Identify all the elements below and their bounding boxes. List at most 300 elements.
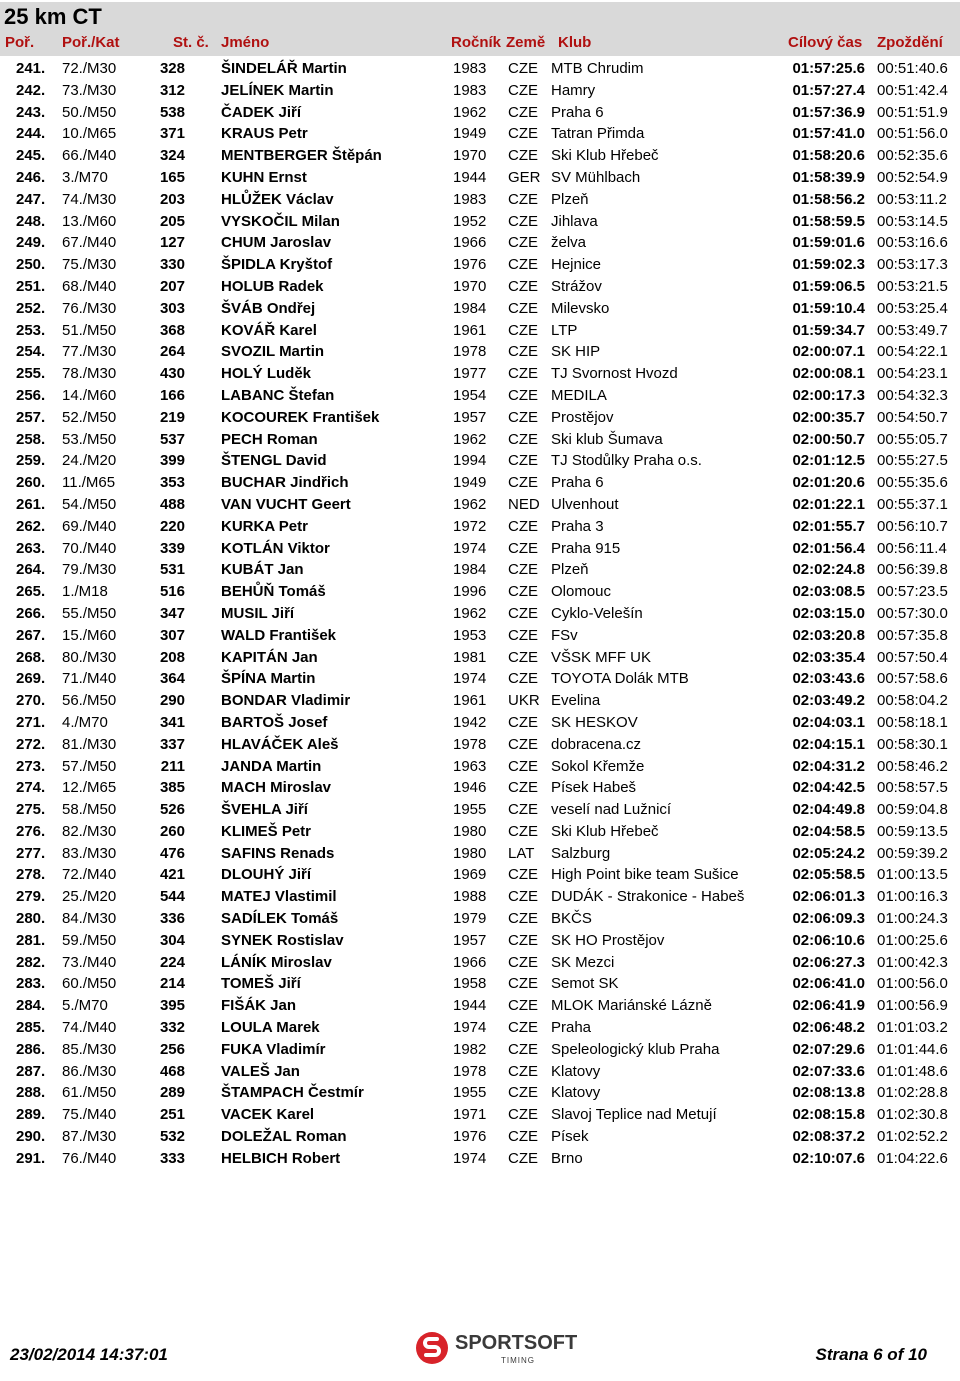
competitor-name-cell: LÁNÍK Miroslav [221, 953, 332, 971]
start-number-cell: 526 [159, 801, 185, 819]
birth-year-cell: 1974 [453, 539, 487, 557]
club-cell: Praha 3 [551, 517, 604, 535]
time-behind-cell: 01:02:52.2 [877, 1128, 948, 1146]
category-rank-cell: 79./M30 [62, 561, 117, 579]
rank-cell: 269. [16, 670, 46, 688]
club-cell: Brno [551, 1149, 583, 1167]
table-row [0, 625, 960, 647]
country-cell: CZE [508, 1040, 538, 1058]
table-row [0, 1126, 960, 1148]
time-behind-cell: 00:59:04.8 [877, 801, 948, 819]
country-cell: CZE [508, 430, 538, 448]
country-cell: CZE [508, 931, 538, 949]
table-row [0, 516, 960, 538]
start-number-cell: 532 [159, 1128, 185, 1146]
start-number-cell: 256 [159, 1040, 185, 1058]
col-country-header: Země [506, 34, 546, 51]
birth-year-cell: 1979 [453, 910, 487, 928]
start-number-cell: 264 [159, 343, 185, 361]
category-rank-cell: 78./M30 [62, 365, 117, 383]
club-cell: Plzeň [551, 561, 589, 579]
competitor-name-cell: KUHN Ernst [221, 168, 307, 186]
start-number-cell: 339 [159, 539, 185, 557]
club-cell: Ulvenhout [551, 495, 619, 513]
time-behind-cell: 01:00:42.3 [877, 953, 948, 971]
rank-cell: 248. [16, 212, 46, 230]
start-number-cell: 385 [159, 779, 185, 797]
finish-time-cell: 02:03:08.5 [792, 583, 865, 601]
category-rank-cell: 87./M30 [62, 1128, 117, 1146]
competitor-name-cell: ŠINDELÁŘ Martin [221, 60, 347, 77]
start-number-cell: 368 [159, 321, 185, 339]
birth-year-cell: 1966 [453, 234, 487, 252]
start-number-cell: 328 [159, 60, 185, 77]
country-cell: CZE [508, 648, 538, 666]
finish-time-cell: 02:06:01.3 [792, 888, 865, 906]
start-number-cell: 332 [159, 1019, 185, 1037]
col-year-header: Ročník [451, 34, 502, 51]
start-number-cell: 165 [159, 168, 185, 186]
category-rank-cell: 59./M50 [62, 931, 117, 949]
country-cell: CZE [508, 1106, 538, 1124]
start-number-cell: 531 [159, 561, 185, 579]
country-cell: CZE [508, 212, 538, 230]
competitor-name-cell: DOLEŽAL Roman [221, 1128, 347, 1146]
club-cell: High Point bike team Sušice [551, 866, 739, 884]
category-rank-cell: 82./M30 [62, 822, 117, 840]
col-category-header: Poř./Kat [62, 34, 120, 51]
table-row [0, 952, 960, 974]
birth-year-cell: 1949 [453, 125, 487, 143]
category-rank-cell: 75./M40 [62, 1106, 117, 1124]
rank-cell: 264. [16, 561, 46, 579]
category-rank-cell: 25./M20 [62, 888, 117, 906]
time-behind-cell: 00:55:05.7 [877, 430, 948, 448]
finish-time-cell: 02:10:07.6 [792, 1149, 865, 1167]
start-number-cell: 219 [159, 408, 185, 426]
country-cell: CZE [508, 822, 538, 840]
category-rank-cell: 72./M30 [62, 60, 117, 77]
finish-time-cell: 02:03:35.4 [792, 648, 865, 666]
time-behind-cell: 00:58:18.1 [877, 713, 948, 731]
birth-year-cell: 1961 [453, 692, 487, 710]
rank-cell: 246. [16, 168, 46, 186]
table-row [0, 341, 960, 363]
country-cell: UKR [508, 692, 540, 710]
category-rank-cell: 61./M50 [62, 1084, 117, 1102]
finish-time-cell: 02:07:33.6 [792, 1062, 865, 1080]
category-rank-cell: 81./M30 [62, 735, 117, 753]
results-table [0, 58, 960, 1170]
table-row [0, 647, 960, 669]
birth-year-cell: 1976 [453, 256, 487, 274]
competitor-name-cell: HELBICH Robert [221, 1149, 341, 1167]
birth-year-cell: 1972 [453, 517, 487, 535]
start-number-cell: 224 [159, 953, 185, 971]
time-behind-cell: 00:54:22.1 [877, 343, 948, 361]
competitor-name-cell: BARTOŠ Josef [221, 713, 328, 731]
country-cell: CZE [508, 1084, 538, 1102]
competitor-name-cell: LOULA Marek [221, 1019, 320, 1037]
birth-year-cell: 1980 [453, 822, 487, 840]
country-cell: CZE [508, 386, 538, 404]
finish-time-cell: 01:57:36.9 [792, 103, 865, 121]
rank-cell: 247. [16, 190, 46, 208]
finish-time-cell: 02:06:10.6 [792, 931, 865, 949]
birth-year-cell: 1953 [453, 626, 487, 644]
club-cell: DUDÁK - Strakonice - Habeš [551, 888, 745, 906]
sportsoft-s-icon [415, 1328, 449, 1368]
col-finish-time-header: Cílový čas [788, 34, 863, 51]
rank-cell: 291. [16, 1149, 46, 1167]
category-rank-cell: 72./M40 [62, 866, 117, 884]
rank-cell: 252. [16, 299, 46, 317]
country-cell: NED [508, 495, 540, 513]
birth-year-cell: 1971 [453, 1106, 487, 1124]
category-rank-cell: 50./M50 [62, 103, 117, 121]
finish-time-cell: 02:04:03.1 [792, 713, 865, 731]
time-behind-cell: 01:04:22.6 [877, 1149, 948, 1167]
time-behind-cell: 01:01:48.6 [877, 1062, 948, 1080]
column-header-bar [0, 32, 960, 56]
table-row [0, 603, 960, 625]
birth-year-cell: 1962 [453, 430, 487, 448]
club-cell: LTP [551, 321, 578, 339]
finish-time-cell: 01:58:20.6 [792, 147, 865, 165]
rank-cell: 245. [16, 147, 46, 165]
competitor-name-cell: DLOUHÝ Jiří [221, 866, 312, 884]
birth-year-cell: 1974 [453, 670, 487, 688]
country-cell: CZE [508, 910, 538, 928]
club-cell: TJ Stodůlky Praha o.s. [551, 452, 702, 470]
finish-time-cell: 01:59:34.7 [792, 321, 865, 339]
start-number-cell: 468 [159, 1062, 185, 1080]
birth-year-cell: 1955 [453, 801, 487, 819]
table-row [0, 363, 960, 385]
competitor-name-cell: ŠVÁB Ondřej [221, 299, 316, 317]
birth-year-cell: 1961 [453, 321, 487, 339]
time-behind-cell: 00:56:10.7 [877, 517, 948, 535]
competitor-name-cell: SYNEK Rostislav [221, 931, 344, 949]
rank-cell: 281. [16, 931, 46, 949]
competitor-name-cell: KRAUS Petr [221, 125, 308, 143]
country-cell: CZE [508, 953, 538, 971]
club-cell: TJ Svornost Hvozd [551, 365, 678, 383]
competitor-name-cell: MUSIL Jiří [221, 604, 295, 622]
country-cell: CZE [508, 866, 538, 884]
category-rank-cell: 24./M20 [62, 452, 117, 470]
time-behind-cell: 00:57:30.0 [877, 604, 948, 622]
birth-year-cell: 1944 [453, 997, 487, 1015]
start-number-cell: 544 [159, 888, 185, 906]
country-cell: CZE [508, 583, 538, 601]
table-row [0, 298, 960, 320]
start-number-cell: 290 [159, 692, 185, 710]
country-cell: CZE [508, 779, 538, 797]
category-rank-cell: 57./M50 [62, 757, 117, 775]
time-behind-cell: 00:58:04.2 [877, 692, 948, 710]
finish-time-cell: 02:08:37.2 [792, 1128, 865, 1146]
time-behind-cell: 01:00:13.5 [877, 866, 948, 884]
competitor-name-cell: BEHŮŇ Tomáš [221, 583, 326, 601]
birth-year-cell: 1966 [453, 953, 487, 971]
finish-time-cell: 02:03:49.2 [792, 692, 865, 710]
club-cell: Hejnice [551, 256, 602, 274]
country-cell: CZE [508, 321, 538, 339]
country-cell: CZE [508, 408, 538, 426]
competitor-name-cell: VYSKOČIL Milan [221, 212, 340, 230]
club-cell: MEDILA [551, 386, 607, 404]
table-row [0, 407, 960, 429]
rank-cell: 283. [16, 975, 46, 993]
start-number-cell: 538 [159, 103, 185, 121]
start-number-cell: 289 [159, 1084, 185, 1102]
club-cell: veselí nad Lužnicí [551, 801, 672, 819]
time-behind-cell: 00:53:16.6 [877, 234, 948, 252]
time-behind-cell: 00:53:17.3 [877, 256, 948, 274]
time-behind-cell: 00:52:54.9 [877, 168, 948, 186]
birth-year-cell: 1952 [453, 212, 487, 230]
start-number-cell: 395 [159, 997, 185, 1015]
competitor-name-cell: VALEŠ Jan [221, 1062, 300, 1080]
birth-year-cell: 1944 [453, 168, 487, 186]
category-rank-cell: 15./M60 [62, 626, 117, 644]
table-row [0, 843, 960, 865]
start-number-cell: 127 [159, 234, 185, 252]
club-cell: VŠSK MFF UK [551, 648, 652, 666]
rank-cell: 250. [16, 256, 46, 274]
country-cell: CZE [508, 1062, 538, 1080]
competitor-name-cell: KURKA Petr [221, 517, 308, 535]
start-number-cell: 214 [159, 975, 185, 993]
category-rank-cell: 13./M60 [62, 212, 117, 230]
category-rank-cell: 66./M40 [62, 147, 117, 165]
club-cell: Cyklo-Velešín [551, 604, 643, 622]
start-number-cell: 251 [159, 1106, 185, 1124]
table-row [0, 254, 960, 276]
finish-time-cell: 02:01:55.7 [792, 517, 865, 535]
time-behind-cell: 00:52:35.6 [877, 147, 948, 165]
category-rank-cell: 52./M50 [62, 408, 117, 426]
category-rank-cell: 73./M30 [62, 81, 117, 99]
finish-time-cell: 02:00:17.3 [792, 386, 865, 404]
category-rank-cell: 58./M50 [62, 801, 117, 819]
rank-cell: 278. [16, 866, 46, 884]
competitor-name-cell: CHUM Jaroslav [221, 234, 332, 252]
start-number-cell: 203 [159, 190, 185, 208]
rank-cell: 285. [16, 1019, 46, 1037]
category-rank-cell: 75./M30 [62, 256, 117, 274]
time-behind-cell: 01:00:56.9 [877, 997, 948, 1015]
time-behind-cell: 00:53:49.7 [877, 321, 948, 339]
time-behind-cell: 00:58:46.2 [877, 757, 948, 775]
birth-year-cell: 1958 [453, 975, 487, 993]
club-cell: Tatran Přimda [551, 125, 645, 143]
country-cell: CZE [508, 626, 538, 644]
country-cell: CZE [508, 125, 538, 143]
finish-time-cell: 02:05:58.5 [792, 866, 865, 884]
rank-cell: 242. [16, 81, 46, 99]
time-behind-cell: 00:57:50.4 [877, 648, 948, 666]
country-cell: CZE [508, 81, 538, 99]
birth-year-cell: 1962 [453, 495, 487, 513]
table-row [0, 1082, 960, 1104]
category-rank-cell: 85./M30 [62, 1040, 117, 1058]
rank-cell: 275. [16, 801, 46, 819]
finish-time-cell: 02:06:09.3 [792, 910, 865, 928]
country-cell: CZE [508, 561, 538, 579]
time-behind-cell: 00:54:50.7 [877, 408, 948, 426]
club-cell: želva [551, 234, 587, 252]
start-number-cell: 333 [159, 1149, 185, 1167]
rank-cell: 253. [16, 321, 46, 339]
start-number-cell: 353 [159, 474, 185, 492]
table-row [0, 58, 960, 80]
competitor-name-cell: ŠVEHLA Jiří [221, 801, 308, 819]
finish-time-cell: 02:06:27.3 [792, 953, 865, 971]
start-number-cell: 341 [159, 713, 185, 731]
club-cell: MLOK Mariánské Lázně [551, 997, 712, 1015]
time-behind-cell: 01:01:44.6 [877, 1040, 948, 1058]
birth-year-cell: 1983 [453, 190, 487, 208]
category-rank-cell: 74./M30 [62, 190, 117, 208]
start-number-cell: 537 [159, 430, 185, 448]
table-row [0, 211, 960, 233]
rank-cell: 270. [16, 692, 46, 710]
country-cell: CZE [508, 277, 538, 295]
competitor-name-cell: ŠPIDLA Kryštof [221, 256, 333, 274]
finish-time-cell: 02:03:15.0 [792, 604, 865, 622]
birth-year-cell: 1970 [453, 147, 487, 165]
finish-time-cell: 02:08:13.8 [792, 1084, 865, 1102]
finish-time-cell: 02:00:08.1 [792, 365, 865, 383]
table-row [0, 712, 960, 734]
club-cell: Plzeň [551, 190, 589, 208]
club-cell: SV Mühlbach [551, 168, 641, 186]
country-cell: CZE [508, 190, 538, 208]
club-cell: MTB Chrudim [551, 60, 644, 77]
competitor-name-cell: JELÍNEK Martin [221, 81, 334, 99]
club-cell: SK HESKOV [551, 713, 638, 731]
competitor-name-cell: KOTLÁN Viktor [221, 539, 330, 557]
start-number-cell: 336 [159, 910, 185, 928]
country-cell: CZE [508, 713, 538, 731]
time-behind-cell: 00:57:58.6 [877, 670, 948, 688]
start-number-cell: 211 [160, 757, 185, 775]
time-behind-cell: 00:57:23.5 [877, 583, 948, 601]
col-club-header: Klub [558, 34, 592, 51]
club-cell: Ski Klub Hřebeč [551, 822, 659, 840]
finish-time-cell: 01:57:25.6 [792, 60, 865, 77]
time-behind-cell: 00:53:11.2 [877, 190, 947, 208]
time-behind-cell: 00:56:39.8 [877, 561, 948, 579]
page-number: Strana 6 of 10 [815, 1345, 927, 1364]
table-row [0, 821, 960, 843]
finish-time-cell: 02:04:15.1 [792, 735, 865, 753]
birth-year-cell: 1974 [453, 1019, 487, 1037]
start-number-cell: 488 [159, 495, 185, 513]
finish-time-cell: 02:01:20.6 [792, 474, 865, 492]
birth-year-cell: 1984 [453, 561, 487, 579]
start-number-cell: 516 [159, 583, 185, 601]
club-cell: SK HO Prostějov [551, 931, 665, 949]
finish-time-cell: 01:59:01.6 [792, 234, 865, 252]
rank-cell: 287. [16, 1062, 46, 1080]
table-row [0, 1061, 960, 1083]
table-row [0, 472, 960, 494]
country-cell: CZE [508, 147, 538, 165]
birth-year-cell: 1982 [453, 1040, 487, 1058]
club-cell: Praha 6 [551, 103, 604, 121]
table-row [0, 102, 960, 124]
competitor-name-cell: VAN VUCHT Geert [221, 495, 351, 513]
country-cell: CZE [508, 103, 538, 121]
competitor-name-cell: KAPITÁN Jan [221, 648, 318, 666]
finish-time-cell: 02:05:24.2 [792, 844, 865, 862]
table-row [0, 429, 960, 451]
start-number-cell: 208 [159, 648, 185, 666]
category-rank-cell: 54./M50 [62, 495, 117, 513]
start-number-cell: 312 [159, 81, 185, 99]
country-cell: CZE [508, 888, 538, 906]
category-rank-cell: 84./M30 [62, 910, 117, 928]
table-row [0, 385, 960, 407]
birth-year-cell: 1949 [453, 474, 487, 492]
rank-cell: 256. [16, 386, 46, 404]
time-behind-cell: 00:55:37.1 [877, 495, 948, 513]
competitor-name-cell: WALD František [221, 626, 337, 644]
category-rank-cell: 86./M30 [62, 1062, 117, 1080]
finish-time-cell: 02:06:41.0 [792, 975, 865, 993]
rank-cell: 288. [16, 1084, 46, 1102]
category-rank-cell: 76./M30 [62, 299, 117, 317]
club-cell: Prostějov [551, 408, 614, 426]
club-cell: Sokol Křemže [551, 757, 645, 775]
competitor-name-cell: TOMEŠ Jiří [221, 975, 301, 993]
birth-year-cell: 1942 [453, 713, 487, 731]
category-rank-cell: 60./M50 [62, 975, 117, 993]
competitor-name-cell: HOLUB Radek [221, 277, 324, 295]
country-cell: CZE [508, 474, 538, 492]
country-cell: CZE [508, 1149, 538, 1167]
rank-cell: 251. [16, 277, 46, 295]
club-cell: Evelina [551, 692, 601, 710]
category-rank-cell: 71./M40 [62, 670, 117, 688]
club-cell: Olomouc [551, 583, 612, 601]
finish-time-cell: 02:00:07.1 [792, 343, 865, 361]
category-rank-cell: 67./M40 [62, 234, 117, 252]
time-behind-cell: 00:59:13.5 [877, 822, 948, 840]
club-cell: SK HIP [551, 343, 601, 361]
competitor-name-cell: ŠTAMPACH Čestmír [221, 1084, 364, 1102]
country-cell: GER [508, 168, 541, 186]
country-cell: CZE [508, 517, 538, 535]
category-rank-cell: 76./M40 [62, 1149, 117, 1167]
country-cell: CZE [508, 234, 538, 252]
competitor-name-cell: HOLÝ Luděk [221, 365, 312, 383]
competitor-name-cell: MENTBERGER Štěpán [221, 147, 382, 165]
competitor-name-cell: FIŠÁK Jan [221, 997, 297, 1015]
table-row [0, 167, 960, 189]
finish-time-cell: 02:00:50.7 [792, 430, 865, 448]
rank-cell: 243. [16, 103, 46, 121]
country-cell: CZE [508, 452, 538, 470]
club-cell: Klatovy [551, 1084, 601, 1102]
birth-year-cell: 1984 [453, 299, 487, 317]
country-cell: CZE [508, 299, 538, 317]
start-number-cell: 166 [159, 386, 185, 404]
rank-cell: 289. [16, 1106, 46, 1124]
